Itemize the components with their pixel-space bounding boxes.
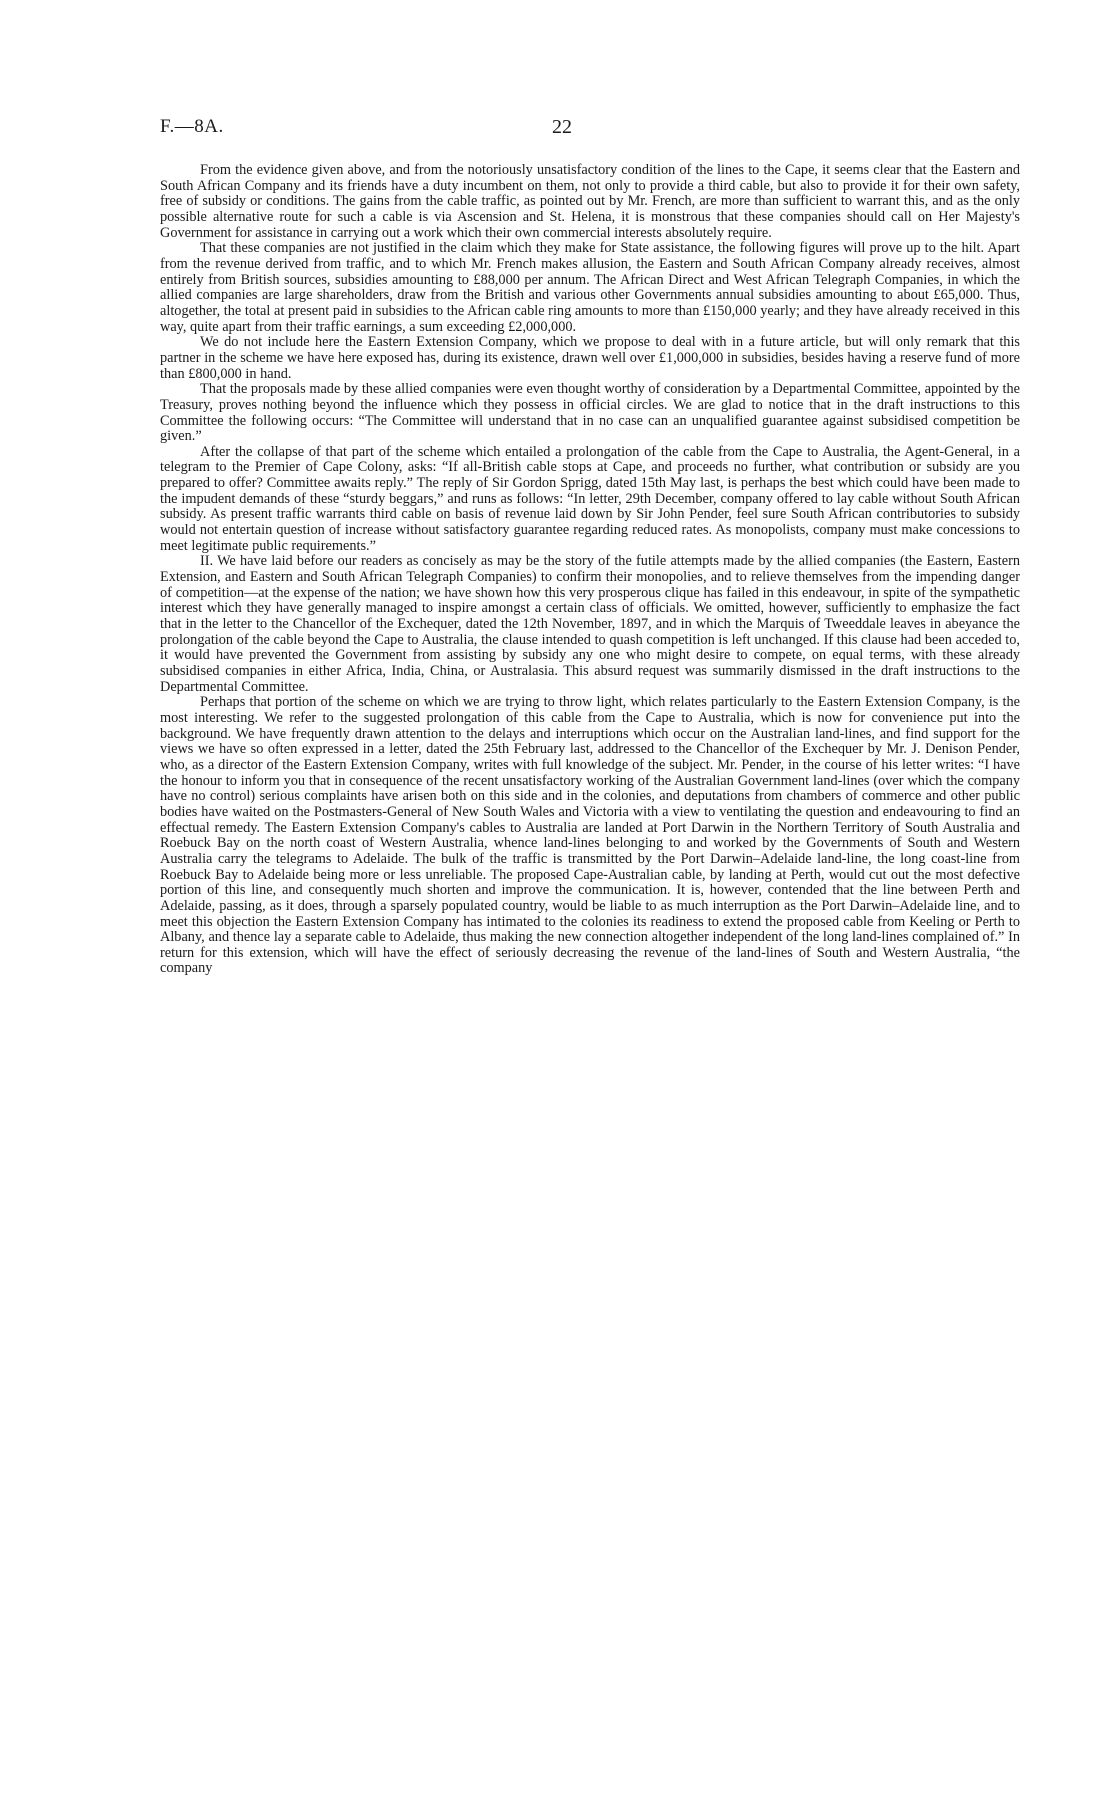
paragraph: We do not include here the Eastern Extension Company, which we propose to deal with in a future article, but will only remark that this partner in the scheme we have here exposed has, during its existence, drawn well over £1,000,000 in subsidies, besides having a reserve fund of more than £800,000 in hand. [160, 334, 1020, 382]
paragraph: From the evidence given above, and from the notoriously unsatisfactory condition of the lines to the Cape, it seems clear that the Eastern and South African Company and its friends have a duty incumbent on them, not only to provide a third cable, but also to provide it for their own safety, free of subsidy or conditions. The gains from the cable traffic, as pointed out by Mr. French, are more than sufficient to warrant this, and as the only possible alternative route for such a cable is via Ascension and St. Helena, it is monstrous that these companies should call on Her Majesty's Government for assistance in carrying out a work which their own commercial interests absolutely require. [160, 162, 1020, 241]
page-number: 22 [552, 116, 572, 138]
article-body [160, 163, 1020, 977]
paragraph: Perhaps that portion of the scheme on which we are trying to throw light, which relates particularly to the Eastern Extension Company, is the most interesting. We refer to the suggested prolongation of this cable from the Cape to Australia, which is now for convenience put into the background. We have frequently drawn attention to the delays and interruptions which occur on the Australian land-lines, and find support for the views we have so often expressed in a letter, dated the 25th February last, addressed to the Chancellor of the Exchequer by Mr. J. Denison Pender, who, as a director of the Eastern Extension Company, writes with full knowledge of the subject. Mr. Pender, in the course of his letter writes: “I have the honour to inform you that in consequence of the recent unsatisfactory working of the Australian Government land-lines (over which the company have no control) serious complaints have arisen both on this side and in the colonies, and deputations from chambers of commerce and other public bodies have waited on the Postmasters-General of New South Wales and Victoria with a view to ventilating the question and endeavouring to find an effectual remedy. The Eastern Extension Company's cables to Australia are landed at Port Darwin in the Northern Territory of South Australia and Roebuck Bay on the north coast of Western Australia, whence land-lines belonging to and worked by the Governments of South and Western Australia carry the telegrams to Adelaide. The bulk of the traffic is transmitted by the Port Darwin–Adelaide land-line, the long coast-line from Roebuck Bay to Adelaide being more or less unreliable. The proposed Cape-Australian cable, by landing at Perth, would cut out the most defective portion of this line, and consequently much shorten and improve the communication. It is, however, contended that the line between Perth and Adelaide, passing, as it does, through a sparsely populated country, would be liable to as much interruption as the Port Darwin–Adelaide line, and to meet this objection the Eastern Extension Company has intimated to the colonies its readiness to extend the proposed cable from Keeling or Perth to Albany, and thence lay a separate cable to Adelaide, thus making the new connection altogether independent of the long land-lines complained of.” In return for this extension, which will have the effect of seriously decreasing the revenue of the land-lines of South and Western Australia, “the company [160, 694, 1020, 977]
paragraph: That the proposals made by these allied companies were even thought worthy of consideration by a Departmental Committee, appointed by the Treasury, proves nothing beyond the influence which they possess in official circles. We are glad to notice that in the draft instructions to this Committee the following occurs: “The Committee will understand that in no case can an unqualified guarantee against subsidised competition be given.” [160, 381, 1020, 445]
page-header [160, 116, 1020, 146]
paragraph: After the collapse of that part of the scheme which entailed a prolongation of the cable from the Cape to Australia, the Agent-General, in a telegram to the Premier of Cape Colony, asks: “If all-British cable stops at Cape, and proceeds no further, what contribution or subsidy are you prepared to offer? Committee awaits reply.” The reply of Sir Gordon Sprigg, dated 15th May last, is perhaps the best which could have been made to the impudent demands of these “sturdy beggars,” and runs as follows: “In letter, 29th December, company offered to lay cable without South African subsidy. As present traffic warrants third cable on basis of revenue laid down by Sir John Pender, feel sure South African contributories to subsidy would not entertain question of increase without satisfactory guarantee regarding reduced rates. As monopolists, company must make concessions to meet legitimate public requirements.” [160, 443, 1020, 554]
document-reference: F.—8A. [160, 116, 224, 137]
paragraph: II. We have laid before our readers as concisely as may be the story of the futile attempts made by the allied companies (the Eastern, Eastern Extension, and Eastern and South African Telegraph Companies) to confirm their monopolies, and to relieve themselves from the impending danger of competition—at the expense of the nation; we have shown how this very prosperous clique has failed in this endeavour, in spite of the sympathetic interest which they have generally managed to inspire amongst a certain class of officials. We omitted, however, sufficiently to emphasize the fact that in the letter to the Chancellor of the Exchequer, dated the 12th November, 1897, and in which the Marquis of Tweeddale leaves in abeyance the prolongation of the cable beyond the Cape to Australia, the clause intended to quash competition is left unchanged. If this clause had been acceded to, it would have prevented the Government from assisting by subsidy any one who might desire to compete, on equal terms, with these already subsidised companies in either Africa, India, China, or Australasia. This absurd request was summarily dismissed in the draft instructions to the Departmental Committee. [160, 553, 1020, 695]
paragraph: That these companies are not justified in the claim which they make for State assistance, the following figures will prove up to the hilt. Apart from the revenue derived from traffic, and to which Mr. French makes allusion, the Eastern and South African Company already receives, almost entirely from British sources, subsidies amounting to £88,000 per annum. The African Direct and West African Telegraph Companies, in which the allied companies are large shareholders, draw from the British and various other Governments annual subsidies amounting to about £65,000. Thus, altogether, the total at present paid in subsidies to the African cable ring amounts to more than £150,000 yearly; and they have already received in this way, quite apart from their traffic earnings, a sum exceeding £2,000,000. [160, 240, 1020, 335]
